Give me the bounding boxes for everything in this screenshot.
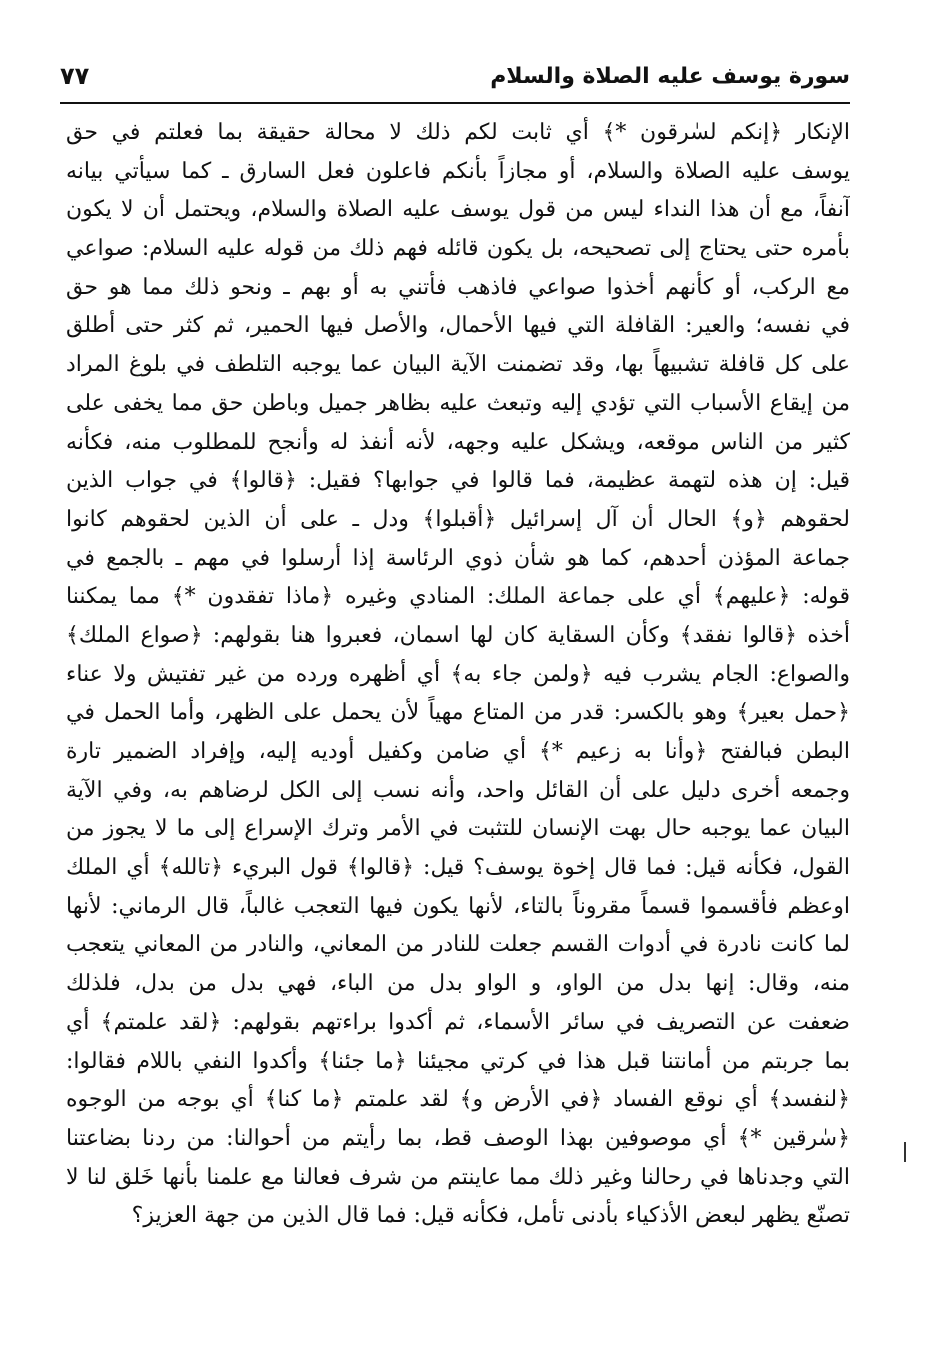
text-line: البيان عما يوجبه حال بهت الإنسان للتثبت في الأمر وترك الإسراع إلى ما لا يجوز من — [66, 816, 850, 842]
text-line: والصواع: الجام يشرب فيه ﴿ولمن جاء به﴾ أي أظهره ورده من غير تفتيش ولا عناء — [66, 661, 850, 687]
text-line: التي وجدناها في رحالنا وغير ذلك مما عاينتم من شرف فعالنا مع علمنا بأنها خَلق لنا لا — [66, 1164, 850, 1190]
text-line: وجمعه أخرى دليل على أن القائل واحد، وأنه نسب إلى الكل لرضاهم به، وفي الآية — [66, 777, 850, 803]
text-line: ﴿حمل بعير﴾ وهو بالكسر: قدر من المتاع مهياً لأن يحمل على الظهر، وأما الحمل في — [66, 700, 850, 726]
text-line: على كل قافلة تشبيهاً بها، وقد تضمنت الآية البيان عما يوجبه التلطف في بلوغ المراد — [66, 352, 850, 378]
page-header — [60, 58, 850, 102]
page-number: ٧٧ — [60, 62, 90, 90]
text-line: قيل: إن هذه لتهمة عظيمة، فما قالوا في جوابها؟ فقيل: ﴿قالوا﴾ في جواب الذين — [66, 468, 850, 494]
text-line: في نفسه؛ والعير: القافلة التي فيها الأحمال، والأصل فيها الحمير، ثم كثر حتى أطلق — [66, 313, 850, 339]
text-line: من إيقاع الأسباب التي تؤدي إليه وتبعث عليه بظاهر جميل وباطن حق مما يخفى على — [66, 390, 850, 416]
margin-mark — [904, 1142, 906, 1162]
text-line: مع الركب، أو كأنهم أخذوا صواعي فاذهب فأتني به أو بهم ـ ونحو ذلك مما هو حق — [66, 274, 850, 300]
text-line: ﴿سٰرقين *﴾ أي موصوفين بهذا الوصف قط، بما رأيتم من أحوالنا: من ردنا بضاعتنا — [66, 1125, 850, 1151]
text-line: آنفاً، مع أن هذا النداء ليس من قول يوسف عليه الصلاة والسلام، ويحتمل أن لا يكون — [66, 197, 850, 223]
text-line: البطن فبالفتح ﴿وأنا به زعيم *﴾ أي ضامن وكفيل أوديه إليه، وإفراد الضمير تارة — [66, 739, 850, 764]
text-line: قوله: ﴿عليهم﴾ أي على جماعة الملك: المنادي وغيره ﴿ماذا تفقدون *﴾ مما يمكننا — [66, 584, 850, 610]
text-line: اوعظم فأقسموا قسماً مقروناً بالتاء، لأنها يكون فيها التعجب غالباً، قال الرماني: لأنها — [66, 893, 850, 919]
text-line: القول، فكأنه قيل: فما قال إخوة يوسف؟ قيل: ﴿قالوا﴾ قول البريء ﴿تالله﴾ أي الملك — [66, 855, 850, 881]
text-line: بأمره حتى يحتاج إلى تصحيحه، بل يكون قائله فهم ذلك من قوله عليه السلام: صواعي — [66, 236, 850, 262]
text-line: لما كانت نادرة في أدوات القسم جعلت للنادر من المعاني، والنادر من المعاني يتعجب — [66, 932, 850, 958]
text-line: بما جربتم من أمانتنا قبل هذا في كرتي مجيئنا ﴿ما جئنا﴾ وأكدوا النفي باللام فقالوا: — [66, 1048, 850, 1074]
text-line: منه، وقال: إنها بدل من الواو، و الواو بدل من الباء، فهي بدل من بدل، فلذلك — [66, 971, 850, 997]
text-line: لحقوهم ﴿و﴾ الحال أن آل إسرائيل ﴿أقبلوا﴾ ودل ـ على أن الذين لحقوهم كانوا — [66, 506, 850, 532]
text-line: أخذه ﴿قالوا نفقد﴾ وكأن السقاية كان لها اسمان، فعبروا هنا بقولهم: ﴿صواع الملك﴾ — [66, 622, 850, 648]
text-line: كثير من الناس موقعه، ويشكل عليه وجهه، لأنه أنفذ له وأنجح للمطلوب منه، فكأنه — [66, 429, 850, 455]
text-line: تصنّع يظهر لبعض الأذكياء بأدنى تأمل، فكأنه قيل: فما قال الذين من جهة العزيز؟ — [131, 1203, 850, 1229]
running-title: سورة يوسف عليه الصلاة والسلام — [490, 64, 850, 89]
text-line: الإنكار ﴿إنكم لسٰرقون *﴾ أي ثابت لكم ذلك لا محالة حقيقة بما فعلتم في حق — [66, 120, 850, 145]
body-text — [66, 114, 850, 1236]
header-divider — [60, 102, 850, 104]
text-line: يوسف عليه الصلاة والسلام، أو مجازاً بأنكم فاعلون فعل السارق ـ كما سيأتي بيانه — [66, 158, 850, 184]
text-line: جماعة المؤذن أحدهم، كما هو شأن ذوي الرئاسة إذا أرسلوا في مهم ـ بالجمع في — [66, 545, 850, 571]
text-line: ضعفت عن التصريف في سائر الأسماء، ثم أكدوا براءتهم بقولهم: ﴿لقد علمتم﴾ أي — [66, 1009, 850, 1035]
text-line: ﴿لنفسد﴾ أي نوقع الفساد ﴿في الأرض و﴾ لقد علمتم ﴿ما كنا﴾ أي بوجه من الوجوه — [66, 1087, 850, 1113]
